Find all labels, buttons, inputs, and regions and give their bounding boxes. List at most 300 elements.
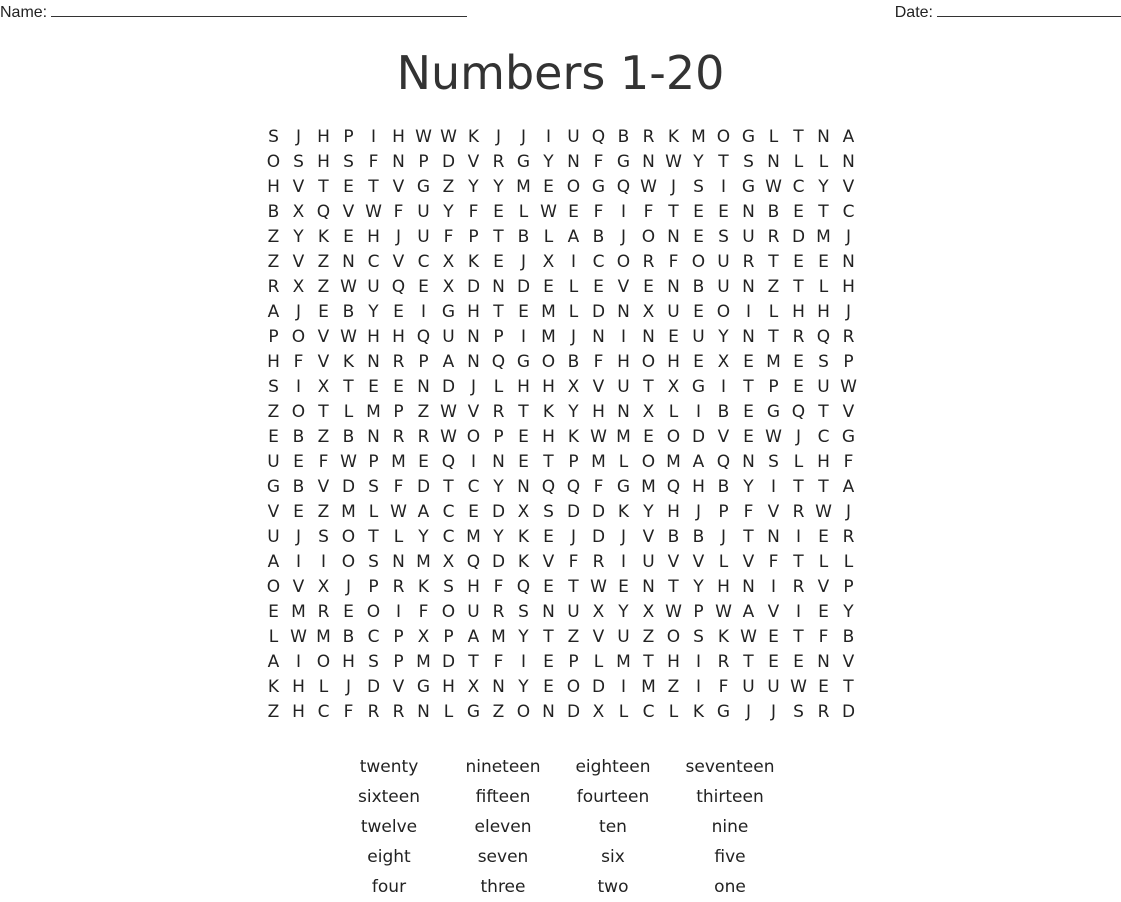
grid-letter: B [717,476,730,497]
grid-letter: V [592,626,605,647]
grid-letter: Q [591,126,606,147]
grid-letter: M [316,626,331,647]
name-label: Name: [0,4,48,21]
grid-letter: U [667,301,680,322]
grid-letter: G [466,701,481,722]
grid-letter: N [842,151,855,172]
grid-letter: X [292,276,305,297]
grid-letter: I [520,326,526,347]
grid-letter: A [442,351,455,372]
grid-letter: N [642,326,655,347]
grid-letter: E [693,351,704,372]
grid-letter: Y [518,626,529,647]
grid-letter: C [817,426,830,447]
grid-letter: I [770,576,776,597]
grid-letter: Z [317,251,330,272]
grid-letter: Q [416,326,431,347]
grid-letter: G [616,151,631,172]
grid-letter: P [493,326,504,347]
grid-letter: E [793,376,804,397]
grid-letter: F [368,151,379,172]
grid-letter: S [768,451,779,472]
grid-letter: E [743,401,754,422]
grid-letter: O [641,451,656,472]
grid-letter: W [765,426,782,447]
grid-letter: J [295,126,301,147]
grid-letter: H [667,651,680,672]
grid-letter: A [842,126,855,147]
date-line [937,2,1121,17]
grid-letter: E [668,326,679,347]
grid-letter: U [817,376,830,397]
grid-letter: U [567,126,580,147]
grid-letter: G [441,301,456,322]
grid-letter: H [267,176,280,197]
grid-letter: S [693,176,704,197]
grid-letter: U [417,201,430,222]
grid-letter: I [720,376,726,397]
grid-letter: T [743,651,754,672]
grid-letter: P [468,226,479,247]
grid-letter: Y [618,601,629,622]
grid-letter: L [368,501,379,522]
grid-letter: H [292,676,305,697]
grid-letter: R [792,501,805,522]
grid-letter: O [616,251,631,272]
grid-letter: F [318,451,329,472]
grid-letter: K [567,426,580,447]
grid-letter: F [643,201,654,222]
grid-letter: X [592,601,605,622]
grid-letter: X [417,626,430,647]
grid-letter: A [267,301,280,322]
grid-letter: D [441,651,456,672]
grid-letter: Q [441,451,456,472]
grid-letter: N [742,201,755,222]
grid-letter: Y [643,501,654,522]
grid-letter: M [616,426,631,447]
grid-letter: E [643,276,654,297]
grid-letter: O [716,301,731,322]
grid-letter: O [341,526,356,547]
grid-letter: B [342,301,355,322]
grid-letter: F [568,551,579,572]
grid-letter: J [495,126,501,147]
grid-letter: K [617,501,630,522]
grid-letter: H [517,376,530,397]
grid-letter: E [343,226,354,247]
grid-letter: W [665,601,682,622]
grid-letter: W [790,676,807,697]
grid-letter: T [793,126,804,147]
word-list-item: two [597,877,629,897]
grid-letter: Y [293,226,304,247]
grid-letter: F [393,201,404,222]
grid-letter: Y [518,676,529,697]
grid-letter: D [491,551,506,572]
grid-letter: E [768,626,779,647]
grid-letter: T [493,301,504,322]
grid-letter: D [691,426,706,447]
grid-letter: P [368,576,379,597]
grid-letter: V [742,551,755,572]
grid-letter: E [818,676,829,697]
grid-letter: E [393,376,404,397]
grid-letter: H [442,676,455,697]
grid-letter: E [543,276,554,297]
grid-letter: E [818,251,829,272]
grid-letter: B [517,226,530,247]
grid-letter: N [492,676,505,697]
grid-letter: T [643,651,654,672]
grid-letter: F [843,451,854,472]
grid-letter: D [441,151,456,172]
grid-letter: U [742,676,755,697]
grid-letter: F [593,476,604,497]
grid-letter: N [417,701,430,722]
grid-letter: M [641,476,656,497]
grid-letter: F [493,651,504,672]
grid-letter: K [417,576,430,597]
grid-letter: F [743,501,754,522]
grid-letter: O [566,676,581,697]
grid-letter: N [517,476,530,497]
grid-letter: N [342,251,355,272]
grid-letter: N [667,276,680,297]
grid-letter: Z [317,426,330,447]
word-list-item: nine [711,817,749,837]
grid-letter: X [542,251,555,272]
grid-letter: L [793,151,804,172]
grid-letter: O [516,701,531,722]
grid-letter: K [267,676,280,697]
grid-letter: H [392,126,405,147]
grid-letter: O [566,176,581,197]
grid-letter: D [466,276,481,297]
grid-letter: Y [543,151,554,172]
grid-letter: N [542,701,555,722]
grid-letter: J [745,701,751,722]
grid-letter: S [368,476,379,497]
date-field [895,2,1121,22]
grid-letter: L [818,151,829,172]
grid-letter: H [792,301,805,322]
grid-letter: L [843,551,854,572]
grid-letter: J [845,226,851,247]
grid-letter: J [570,526,576,547]
grid-letter: W [440,401,457,422]
grid-letter: G [741,176,756,197]
grid-letter: V [392,676,405,697]
grid-letter: J [620,226,626,247]
grid-letter: F [668,251,679,272]
grid-letter: W [365,201,382,222]
grid-letter: Y [368,301,379,322]
grid-letter: P [768,376,779,397]
grid-letter: W [715,601,732,622]
grid-letter: J [295,526,301,547]
grid-letter: Q [516,576,531,597]
grid-letter: L [618,701,629,722]
grid-letter: N [392,151,405,172]
grid-letter: H [392,326,405,347]
grid-letter: C [592,251,605,272]
grid-letter: E [818,526,829,547]
grid-letter: W [815,501,832,522]
grid-letter: J [845,301,851,322]
grid-letter: U [267,526,280,547]
grid-letter: I [695,676,701,697]
grid-letter: Q [391,276,406,297]
grid-letter: X [317,376,330,397]
grid-letter: S [693,626,704,647]
grid-letter: R [492,401,505,422]
grid-letter: M [591,451,606,472]
grid-letter: Z [317,501,330,522]
grid-letter: Z [667,676,680,697]
grid-letter: V [292,176,305,197]
grid-letter: D [441,376,456,397]
grid-letter: A [842,476,855,497]
grid-letter: T [643,376,654,397]
grid-letter: L [718,551,729,572]
grid-letter: O [291,401,306,422]
grid-letter: X [642,301,655,322]
grid-letter: N [492,451,505,472]
grid-letter: T [793,626,804,647]
grid-letter: H [467,576,480,597]
grid-letter: B [692,526,705,547]
grid-letter: C [792,176,805,197]
grid-letter: I [695,401,701,422]
grid-letter: H [692,476,705,497]
grid-letter: D [366,676,381,697]
grid-letter: E [793,251,804,272]
grid-letter: O [641,226,656,247]
grid-letter: N [742,326,755,347]
grid-letter: J [395,226,401,247]
grid-letter: F [393,476,404,497]
grid-letter: L [268,626,279,647]
grid-letter: W [590,576,607,597]
grid-letter: T [768,326,779,347]
grid-letter: V [292,576,305,597]
grid-letter: L [768,301,779,322]
grid-letter: T [743,526,754,547]
grid-letter: C [642,701,655,722]
grid-letter: N [367,351,380,372]
grid-letter: N [742,576,755,597]
grid-letter: R [492,151,505,172]
grid-letter: Z [267,251,280,272]
grid-letter: N [642,151,655,172]
grid-letter: J [695,501,701,522]
grid-letter: Q [616,176,631,197]
grid-letter: D [591,676,606,697]
grid-letter: Q [716,451,731,472]
grid-letter: J [795,426,801,447]
grid-letter: Q [541,476,556,497]
grid-letter: E [468,501,479,522]
grid-letter: N [567,151,580,172]
grid-letter: H [292,701,305,722]
grid-letter: Y [418,526,429,547]
grid-letter: L [668,701,679,722]
grid-letter: E [518,426,529,447]
grid-letter: V [617,276,630,297]
grid-letter: L [543,226,554,247]
grid-letter: E [543,676,554,697]
grid-letter: R [642,251,655,272]
grid-letter: H [542,426,555,447]
grid-letter: G [741,126,756,147]
grid-letter: V [392,251,405,272]
grid-letter: I [295,551,301,572]
grid-letter: U [417,226,430,247]
grid-letter: J [470,376,476,397]
grid-letter: F [818,626,829,647]
grid-letter: O [291,326,306,347]
grid-letter: S [543,501,554,522]
word-list-item: one [714,877,746,897]
word-list-item: nineteen [465,757,541,777]
grid-letter: P [568,651,579,672]
grid-letter: G [516,151,531,172]
grid-letter: N [767,151,780,172]
grid-letter: E [543,526,554,547]
grid-letter: H [542,376,555,397]
grid-letter: P [368,451,379,472]
word-list-item: sixteen [358,787,420,807]
grid-letter: U [267,451,280,472]
word-list-item: six [601,847,625,867]
grid-letter: I [720,176,726,197]
grid-letter: I [320,551,326,572]
grid-letter: Y [743,476,754,497]
name-field [0,2,467,22]
grid-letter: J [770,701,776,722]
grid-letter: T [518,401,529,422]
grid-letter: L [818,551,829,572]
grid-letter: U [717,276,730,297]
grid-letter: G [516,351,531,372]
grid-letter: U [617,376,630,397]
grid-letter: I [620,551,626,572]
grid-letter: E [343,176,354,197]
grid-letter: O [266,576,281,597]
grid-letter: S [368,551,379,572]
grid-letter: U [717,251,730,272]
grid-letter: E [618,576,629,597]
grid-letter: V [292,251,305,272]
grid-letter: G [841,426,856,447]
grid-letter: Y [843,601,854,622]
grid-letter: X [442,276,455,297]
grid-letter: E [693,226,704,247]
grid-letter: I [520,651,526,672]
grid-letter: D [591,526,606,547]
grid-letter: D [341,476,356,497]
grid-letter: S [818,351,829,372]
grid-letter: X [592,701,605,722]
grid-letter: S [743,151,754,172]
grid-letter: W [390,501,407,522]
grid-letter: N [392,551,405,572]
grid-letter: O [366,601,381,622]
grid-letter: E [518,301,529,322]
grid-letter: B [292,476,305,497]
grid-letter: V [267,501,280,522]
grid-letter: F [593,201,604,222]
grid-letter: G [616,476,631,497]
grid-letter: F [468,201,479,222]
grid-letter: W [340,326,357,347]
grid-letter: H [467,301,480,322]
grid-letter: M [416,551,431,572]
grid-letter: W [415,126,432,147]
grid-letter: B [592,226,605,247]
word-list-item: seven [477,847,529,867]
grid-letter: X [642,401,655,422]
grid-letter: R [642,126,655,147]
grid-letter: K [667,126,680,147]
grid-letter: T [543,451,554,472]
grid-letter: N [367,426,380,447]
grid-letter: F [293,351,304,372]
grid-letter: U [742,226,755,247]
grid-letter: X [642,601,655,622]
grid-letter: N [742,276,755,297]
grid-letter: N [767,526,780,547]
word-list-item: fourteen [576,787,650,807]
grid-letter: D [566,701,581,722]
grid-letter: H [317,126,330,147]
grid-letter: K [517,551,530,572]
grid-letter: L [568,276,579,297]
grid-letter: O [666,426,681,447]
grid-letter: J [620,526,626,547]
grid-letter: B [342,426,355,447]
grid-letter: D [566,501,581,522]
grid-letter: B [342,626,355,647]
grid-letter: P [443,626,454,647]
grid-letter: N [617,301,630,322]
grid-letter: E [493,201,504,222]
grid-letter: Z [317,276,330,297]
grid-letter: W [540,201,557,222]
grid-letter: T [493,226,504,247]
grid-letter: O [441,601,456,622]
grid-letter: L [768,126,779,147]
grid-letter: X [442,551,455,572]
grid-letter: S [368,651,379,672]
grid-letter: T [568,576,579,597]
word-list-item: four [371,877,407,897]
grid-letter: R [392,701,405,722]
grid-letter: E [418,451,429,472]
grid-letter: W [590,426,607,447]
grid-letter: T [818,476,829,497]
grid-letter: X [517,501,530,522]
grid-letter: V [317,476,330,497]
grid-letter: T [443,476,454,497]
grid-letter: C [417,251,430,272]
grid-letter: V [667,551,680,572]
grid-letter: X [467,676,480,697]
grid-letter: P [418,151,429,172]
grid-letter: A [417,501,430,522]
grid-letter: I [620,676,626,697]
